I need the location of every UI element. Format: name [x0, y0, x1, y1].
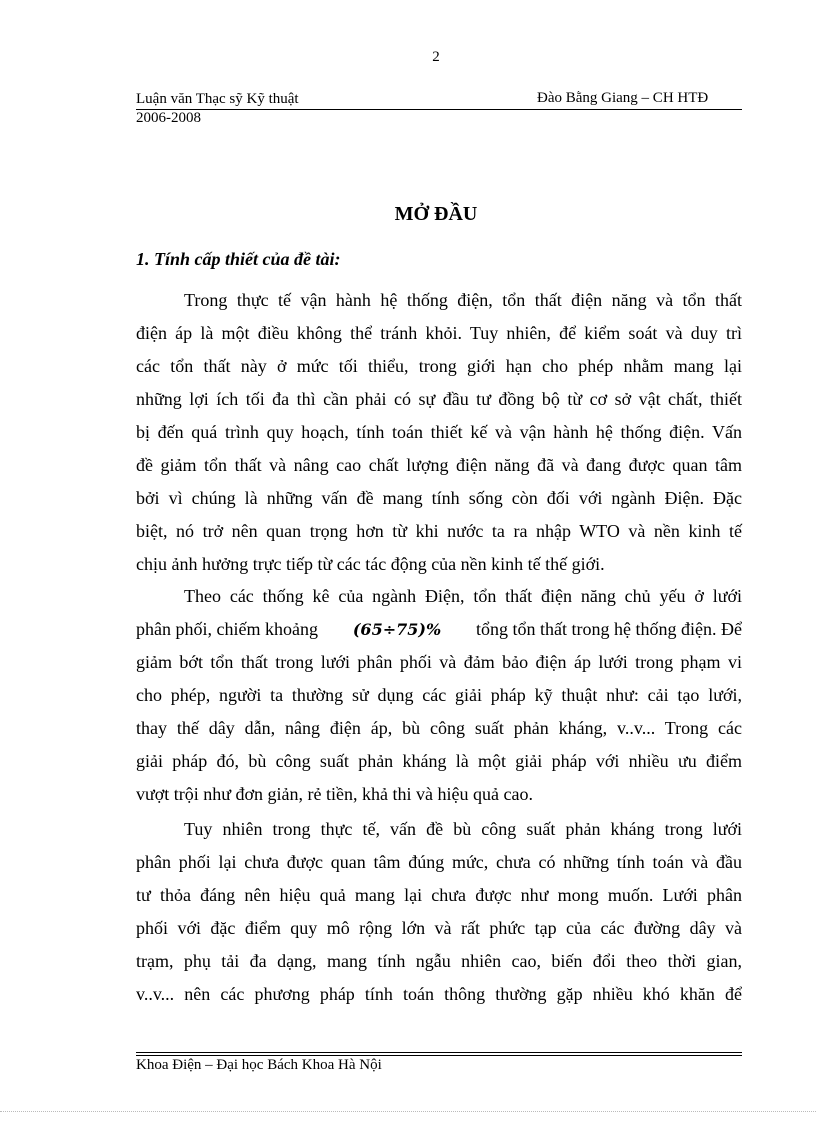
- footer-text: Khoa Điện – Đại học Bách Khoa Hà Nội: [136, 1057, 382, 1073]
- text-segment: tổng tổn thất trong hệ thống điện. Để: [476, 619, 742, 639]
- loss-percentage-formula: (65÷75)%: [352, 620, 442, 639]
- text-line: Tuy nhiên trong thực tế, vấn đề bù công suất phản kháng trong lưới: [184, 819, 742, 839]
- text-line: bị đến quá trình quy hoạch, tính toán thiết kế và vận hành hệ thống điện. Vấn: [136, 422, 742, 442]
- header-rule: [136, 109, 742, 110]
- text-line-with-formula: [136, 613, 742, 646]
- page-title: MỞ ĐẦU: [394, 203, 478, 225]
- page-number: 2: [432, 49, 440, 65]
- text-line: vượt trội như đơn giản, rẻ tiền, khả thi và hiệu quả cao.: [136, 784, 533, 804]
- text-line: điện áp là một điều không thể tránh khỏi. Tuy nhiên, để kiểm soát và duy trì: [136, 323, 742, 343]
- text-line: trạm, phụ tải đa dạng, mang tính ngẫu nhiên cao, biến đổi theo thời gian,: [136, 951, 742, 971]
- text-line: bởi vì chúng là những vấn đề mang tính sống còn đối với ngành Điện. Đặc: [136, 488, 742, 508]
- text-line: đề giảm tổn thất và nâng cao chất lượng điện năng đã và đang được quan tâm: [136, 455, 742, 475]
- page-edge: [0, 1111, 816, 1112]
- text-line: giải pháp đó, bù công suất phản kháng là một giải pháp với nhiều ưu điểm: [136, 751, 742, 771]
- header-years: 2006-2008: [136, 110, 201, 126]
- text-line: những lợi ích tối đa thì cần phải có sự đầu tư đồng bộ từ cơ sở vật chất, thiết: [136, 389, 742, 409]
- text-line: cho phép, người ta thường sử dụng các giải pháp kỹ thuật như: cải tạo lưới,: [136, 685, 742, 705]
- text-line: phối với đặc điểm quy mô rộng lớn và rất phức tạp của các đường dây và: [136, 918, 742, 938]
- section-heading: 1. Tính cấp thiết của đề tài:: [136, 249, 341, 269]
- text-line: phân phối lại chưa được quan tâm đúng mức, chưa có những tính toán và đầu: [136, 852, 742, 872]
- text-segment: phân phối, chiếm khoảng: [136, 619, 318, 639]
- footer-rule-double: [136, 1055, 742, 1056]
- text-line: Theo các thống kê của ngành Điện, tổn thất điện năng chủ yếu ở lưới: [184, 586, 742, 606]
- text-line: v..v... nên các phương pháp tính toán thông thường gặp nhiều khó khăn để: [136, 984, 742, 1004]
- text-line: biệt, nó trở nên quan trọng hơn từ khi nước ta ra nhập WTO và nền kinh tế: [136, 521, 742, 541]
- text-line: chịu ảnh hưởng trực tiếp từ các tác động của nền kinh tế thế giới.: [136, 554, 605, 574]
- text-line: tư thỏa đáng nên hiệu quả mang lại chưa được như mong muốn. Lưới phân: [136, 885, 742, 905]
- header-thesis-title: Luận văn Thạc sỹ Kỹ thuật: [136, 91, 299, 107]
- text-line: các tổn thất này ở mức tối thiểu, trong giới hạn cho phép nhằm mang lại: [136, 356, 742, 376]
- text-line: thay thế dây dẫn, nâng điện áp, bù công suất phản kháng, v..v... Trong các: [136, 718, 742, 738]
- footer-rule: [136, 1052, 742, 1053]
- text-line: giảm bớt tổn thất trong lưới phân phối và đảm bảo điện áp lưới trong phạm vi: [136, 652, 742, 672]
- header-author: Đào Bằng Giang – CH HTĐ: [537, 90, 709, 106]
- text-line: Trong thực tế vận hành hệ thống điện, tổn thất điện năng và tổn thất: [184, 290, 742, 310]
